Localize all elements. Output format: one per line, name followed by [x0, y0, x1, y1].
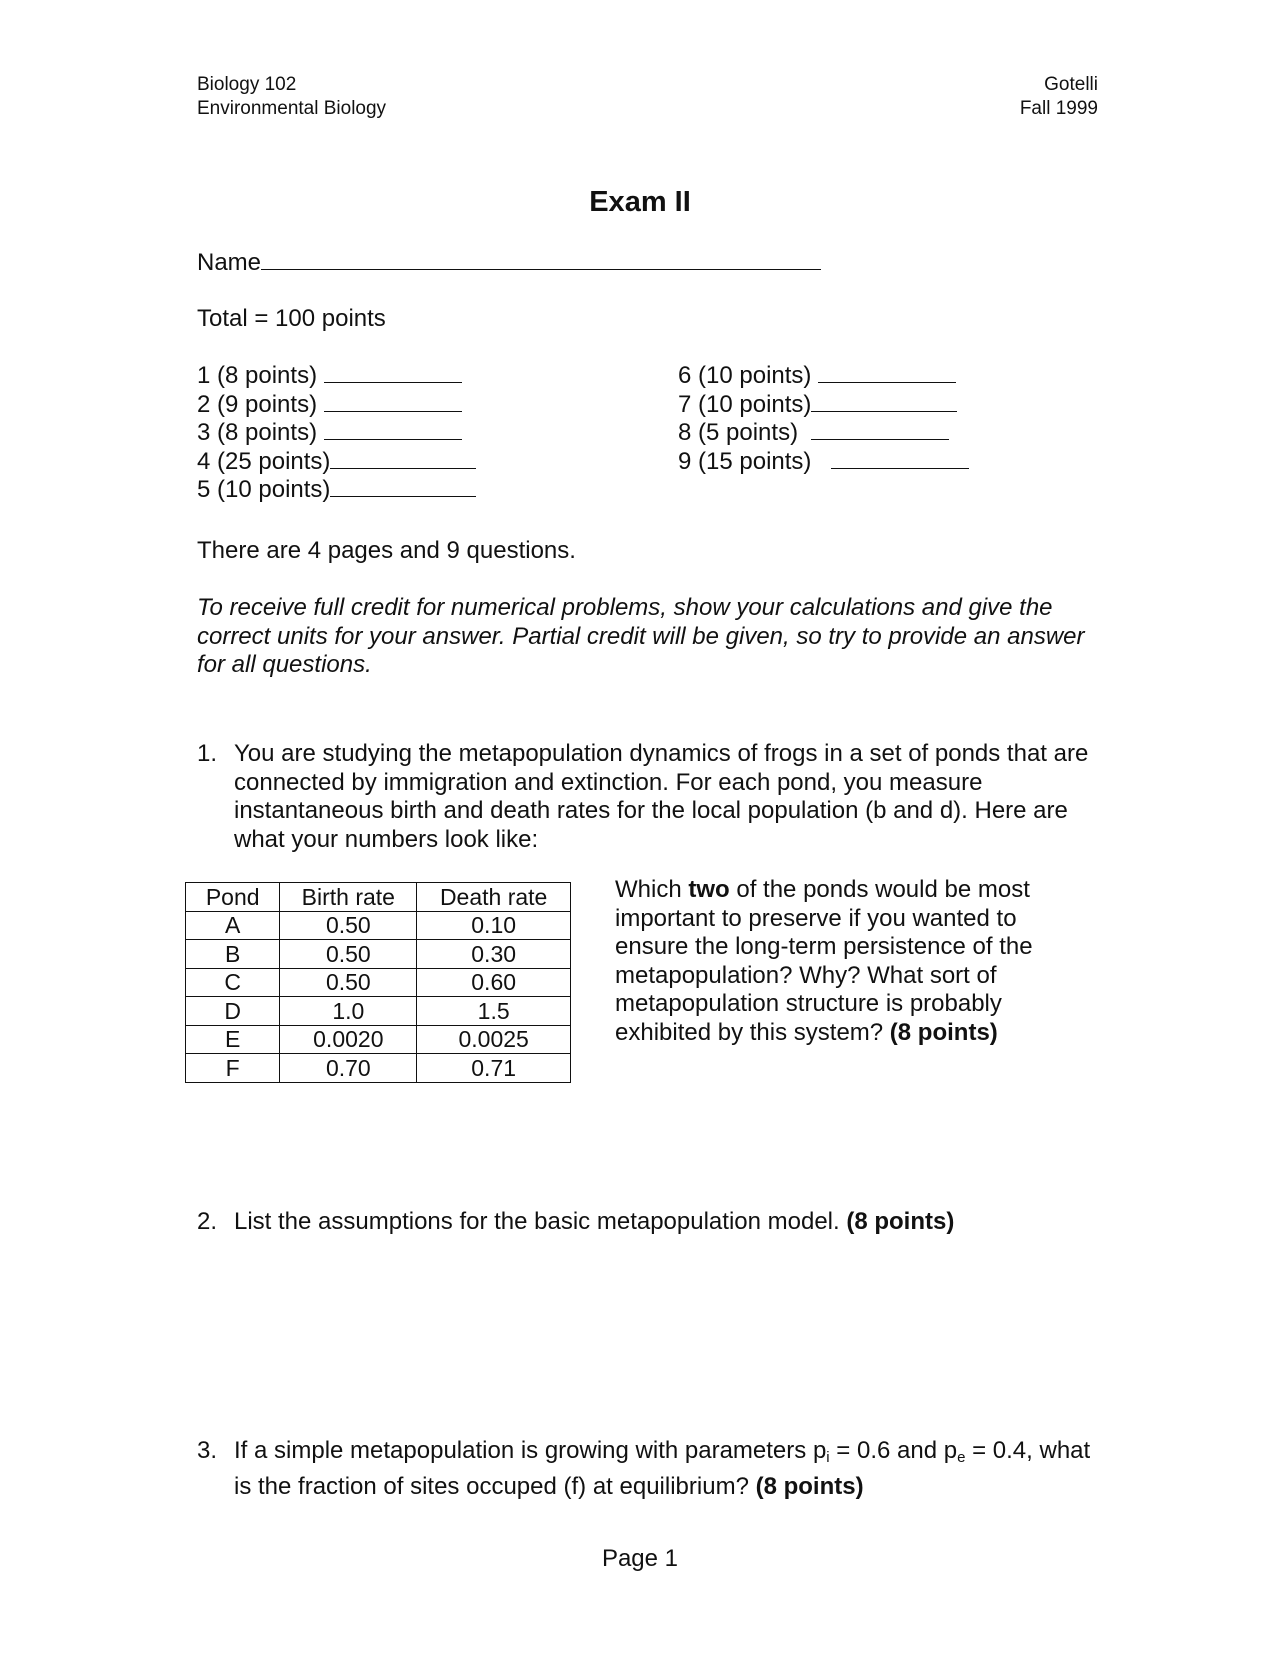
instructor-header	[1020, 73, 1098, 121]
score-list-right	[678, 362, 969, 476]
column-header: Birth rate	[280, 883, 417, 912]
question-3-text: If a simple metapopulation is growing with parameters $p_i = 0.6$ and $p_e = 0.4$, what is the fraction of sites occuped (f) at equilibrium? (8 points)	[234, 1437, 1091, 1500]
question-3-number: 3.	[197, 1437, 218, 1464]
score-blank[interactable]	[324, 381, 462, 383]
table-row: E 0.0020 0.0025	[186, 1025, 571, 1054]
total-points: Total = 100 points	[197, 305, 386, 332]
table-header-row	[186, 883, 571, 912]
score-blank[interactable]	[818, 381, 956, 383]
term: Fall 1999	[1019, 98, 1098, 119]
instructor-name: Gotelli	[1044, 74, 1098, 95]
course-header	[197, 73, 386, 121]
score-row: 8 (5 points)	[678, 419, 969, 448]
question-1-prompt: Which two of the ponds would be most important to preserve if you wanted to ensure the long-term persistence of the metapopulation? Why? What sort of metapopulation structure is probably exhibited by this system? (8 points)	[615, 876, 1033, 1046]
score-row: 9 (15 points)	[678, 448, 969, 477]
score-row: 2 (9 points)	[197, 391, 476, 420]
score-row: 1 (8 points)	[197, 362, 476, 391]
score-blank[interactable]	[811, 410, 957, 412]
score-blank[interactable]	[324, 410, 462, 412]
score-row: 4 (25 points)	[197, 448, 476, 477]
question-2-number: 2.	[197, 1208, 218, 1235]
name-field[interactable]	[261, 268, 821, 270]
score-blank[interactable]	[330, 467, 476, 469]
table-row: C 0.50 0.60	[186, 968, 571, 997]
page-title: Exam II	[589, 186, 691, 218]
course-number: Biology 102	[197, 74, 297, 95]
score-list-left	[197, 362, 476, 505]
score-blank[interactable]	[811, 438, 949, 440]
course-name: Environmental Biology	[197, 98, 387, 119]
question-3-points: (8 points)	[755, 1472, 864, 1500]
question-2-points: (8 points)	[846, 1208, 955, 1235]
pond-rates-table	[185, 882, 571, 1083]
score-blank[interactable]	[324, 438, 462, 440]
score-blank[interactable]	[831, 467, 969, 469]
score-row: 7 (10 points)	[678, 391, 969, 420]
column-header: Pond	[186, 883, 280, 912]
name-label: Name	[197, 249, 262, 276]
column-header: Death rate	[417, 883, 571, 912]
question-1-number: 1.	[197, 740, 218, 767]
score-row: 5 (10 points)	[197, 476, 476, 505]
question-2-text: List the assumptions for the basic metapopulation model. (8 points)	[234, 1208, 955, 1235]
score-blank[interactable]	[330, 495, 476, 497]
score-row: 6 (10 points)	[678, 362, 969, 391]
score-row: 3 (8 points)	[197, 419, 476, 448]
question-1-points: (8 points)	[889, 1018, 998, 1046]
name-field-row	[197, 249, 821, 278]
table-row: F 0.70 0.71	[186, 1054, 571, 1083]
table-row: A 0.50 0.10	[186, 911, 571, 940]
question-1-text: You are studying the metapopulation dynamics of frogs in a set of ponds that are connected by immigration and extinction. For each pond, you measure instantaneous birth and death rates for the local population (b and d). Here are what your numbers look like:	[234, 740, 1089, 853]
table-row: D 1.0 1.5	[186, 997, 571, 1026]
table-row: B 0.50 0.30	[186, 940, 571, 969]
page-number: Page 1	[601, 1545, 679, 1572]
instructions: To receive full credit for numerical problems, show your calculations and give the correct units for your answer. Partial credit will be given, so try to provide an answer for all questions.	[197, 594, 1085, 678]
pages-note: There are 4 pages and 9 questions.	[197, 537, 576, 564]
